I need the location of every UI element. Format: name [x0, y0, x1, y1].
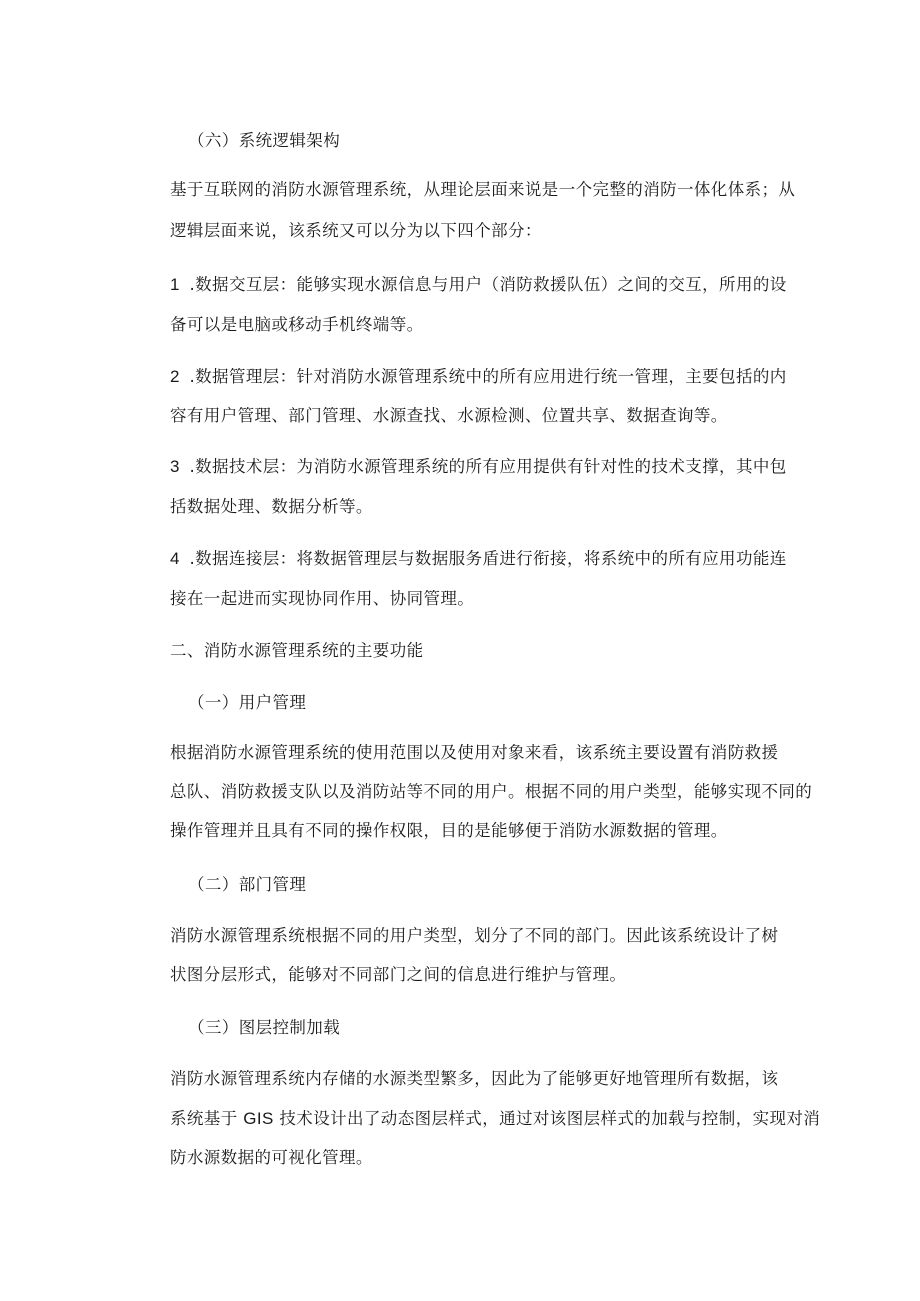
gis-term: GIS — [243, 1109, 274, 1128]
list-item-4 — [170, 544, 790, 574]
list-item-text: .数据技术层：为消防水源管理系统的所有应用提供有针对性的技术支撑，其中包 — [183, 457, 787, 476]
paragraph-line: 括数据处理、数据分析等。 — [170, 497, 373, 516]
paragraph-line: 根据消防水源管理系统的使用范围以及使用对象来看，该系统主要设置有消防救援 — [170, 743, 779, 762]
list-number: 2 — [170, 367, 180, 386]
list-number: 3 — [170, 457, 180, 476]
paragraph-line: 消防水源管理系统根据不同的用户类型，划分了不同的部门。因此该系统设计了树 — [170, 926, 779, 945]
paragraph-line: 防水源数据的可视化管理。 — [170, 1148, 373, 1167]
list-number: 4 — [170, 549, 180, 568]
paragraph-line: 逻辑层面来说，该系统又可以分为以下四个部分： — [170, 221, 542, 240]
paragraph-line: 总队、消防救援支队以及消防站等不同的用户。根据不同的用户类型，能够实现不同的 — [170, 782, 813, 801]
paragraph-line: 消防水源管理系统内存储的水源类型繁多，因此为了能够更好地管理所有数据，该 — [170, 1069, 779, 1088]
list-number: 1 — [170, 275, 180, 294]
list-item-3 — [170, 452, 790, 482]
section-heading-department: （二）部门管理 — [188, 875, 307, 894]
main-heading-functions: 二、消防水源管理系统的主要功能 — [170, 641, 424, 660]
paragraph-line: 状图分层形式，能够对不同部门之间的信息进行维护与管理。 — [170, 965, 627, 984]
paragraph-line: 操作管理并且具有不同的操作权限，目的是能够便于消防水源数据的管理。 — [170, 821, 728, 840]
list-item-2 — [170, 362, 790, 392]
paragraph-line: 接在一起进而实现协同作用、协同管理。 — [170, 589, 475, 608]
text-segment: 技术设计出了动态图层样式，通过对该图层样式的加载与控制，实现对消 — [273, 1109, 821, 1128]
paragraph-line — [170, 1104, 821, 1134]
section-heading-user: （一）用户管理 — [188, 693, 307, 712]
list-item-text: .数据连接层：将数据管理层与数据服务盾进行衔接，将系统中的所有应用功能连 — [183, 549, 787, 568]
list-item-text: .数据管理层：针对消防水源管理系统中的所有应用进行统一管理，主要包括的内 — [183, 367, 787, 386]
list-item-1 — [170, 270, 790, 300]
paragraph-line: 备可以是电脑或移动手机终端等。 — [170, 315, 424, 334]
text-segment: 系统基于 — [170, 1109, 244, 1128]
paragraph-line: 容有用户管理、部门管理、水源查找、水源检测、位置共享、数据查询等。 — [170, 406, 728, 425]
list-item-text: .数据交互层：能够实现水源信息与用户（消防救援队伍）之间的交互，所用的设 — [183, 275, 787, 294]
section-heading-architecture: （六）系统逻辑架构 — [188, 131, 341, 150]
paragraph-line: 基于互联网的消防水源管理系统，从理论层面来说是一个完整的消防一体化体系；从 — [170, 180, 796, 199]
section-heading-layer: （三）图层控制加载 — [188, 1018, 341, 1037]
